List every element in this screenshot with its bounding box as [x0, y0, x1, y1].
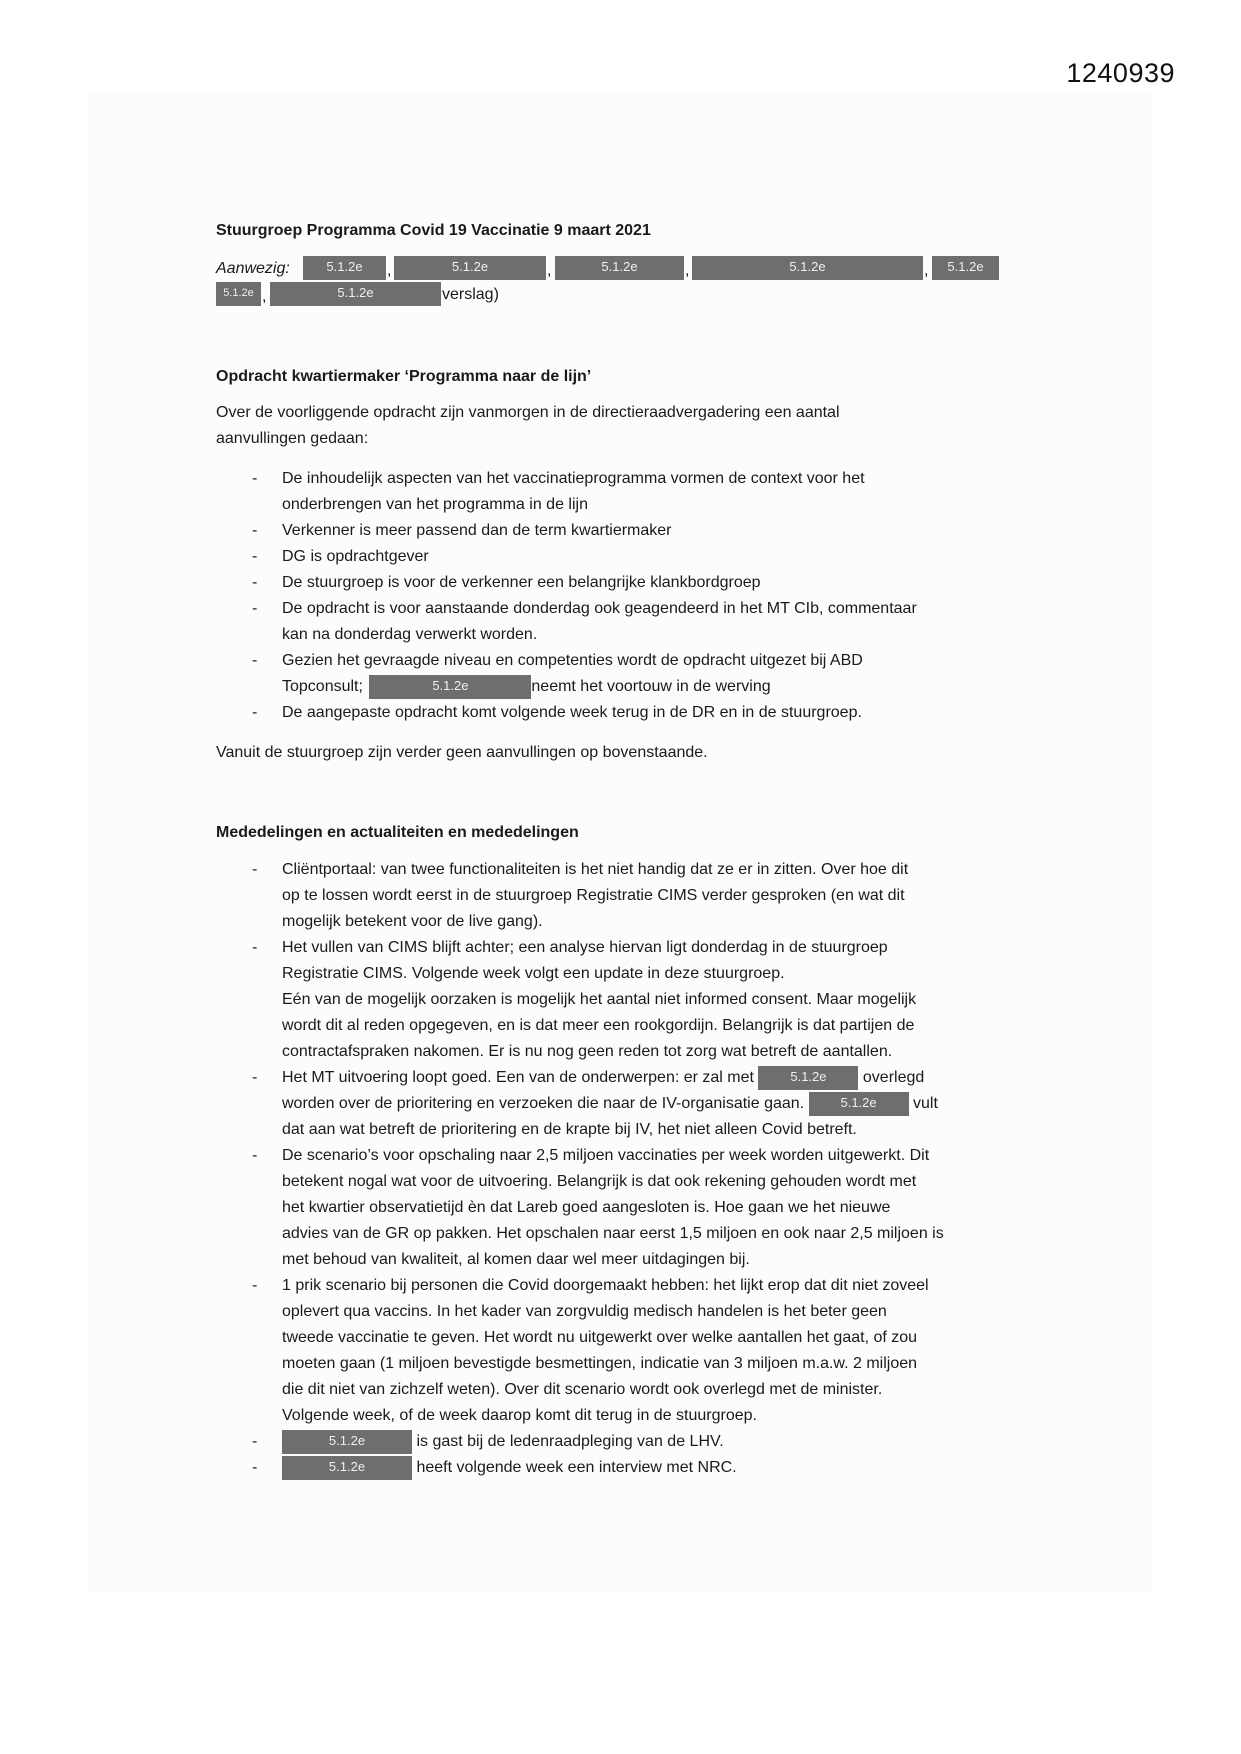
- list-item: [216, 1143, 1016, 1273]
- dash-bullet: -: [252, 652, 258, 669]
- list-item: [216, 518, 1016, 544]
- list-item-text: Gezien het gevraagde niveau en competenties wordt de opdracht uitgezet bij ABD: [282, 652, 863, 669]
- dash-bullet: -: [252, 1433, 258, 1450]
- list-item: [216, 935, 1016, 1065]
- list-item: [216, 648, 1016, 700]
- document-title: Stuurgroep Programma Covid 19 Vaccinatie 9 maart 2021: [216, 222, 651, 239]
- dash-bullet: -: [252, 522, 258, 539]
- list-item: [216, 700, 1016, 726]
- list-item-text: het kwartier observatietijd èn dat Lareb goed aangesloten is. Hoe gaan we het nieuwe: [282, 1199, 891, 1216]
- list-item-text: [282, 1091, 1016, 1117]
- dash-bullet: -: [252, 470, 258, 487]
- attendance-suffix: verslag): [442, 286, 499, 303]
- list-item-text: Cliëntportaal: van twee functionaliteiten is het niet handig dat ze er in zitten. Over hoe dit: [282, 861, 909, 878]
- list-item-text: kan na donderdag verwerkt worden.: [282, 626, 538, 643]
- list-item-text: moeten gaan (1 miljoen bevestigde besmettingen, indicatie van 3 miljoen m.a.w. 2 miljoen: [282, 1355, 918, 1372]
- redaction-box: 5.1.2e: [692, 256, 923, 280]
- list-item-text: Eén van de mogelijk oorzaken is mogelijk het aantal niet informed consent. Maar mogelijk: [282, 991, 917, 1008]
- list-item: [216, 544, 1016, 570]
- redaction-box: 5.1.2e: [282, 1456, 412, 1480]
- redaction-box: 5.1.2e: [758, 1066, 858, 1090]
- list-item: [216, 1273, 1016, 1429]
- text-fragment: overlegd: [862, 1069, 925, 1086]
- redaction-box: 5.1.2e: [216, 282, 261, 306]
- list-item-text: dat aan wat betreft de prioritering en de krapte bij IV, het niet alleen Covid betreft.: [282, 1121, 857, 1138]
- list-item-text: DG is opdrachtgever: [282, 548, 429, 565]
- separator: ,: [924, 262, 929, 279]
- section-intro: [216, 400, 1036, 452]
- list-item-text: op te lossen wordt eerst in de stuurgroep Registratie CIMS verder gesproken (en wat dit: [282, 887, 905, 904]
- list-item-text: Volgende week, of de week daarop komt dit terug in de stuurgroep.: [282, 1407, 757, 1424]
- list-item: [216, 1455, 1016, 1481]
- dash-bullet: -: [252, 600, 258, 617]
- intro-line: Over de voorliggende opdracht zijn vanmorgen in de directieraadvergadering een aantal: [216, 404, 840, 421]
- attendance-line-2: [216, 282, 1036, 308]
- redaction-box: 5.1.2e: [394, 256, 546, 280]
- list-item-text: advies van de GR op pakken. Het opschalen naar eerst 1,5 miljoen en ook naar 2,5 miljoen is: [282, 1225, 944, 1242]
- section-heading-opdracht: Opdracht kwartiermaker ‘Programma naar de lijn’: [216, 368, 592, 385]
- list-item-text: De stuurgroep is voor de verkenner een belangrijke klankbordgroep: [282, 574, 761, 591]
- redaction-box: 5.1.2e: [303, 256, 386, 280]
- list-item-text: oplevert qua vaccins. In het kader van zorgvuldig medisch handelen is het beter geen: [282, 1303, 887, 1320]
- list-item-text: mogelijk betekent voor de live gang).: [282, 913, 543, 930]
- redaction-box: 5.1.2e: [555, 256, 684, 280]
- text-fragment: heeft volgende week een interview met NRC.: [416, 1459, 737, 1476]
- list-item-text: betekent nogal wat voor de uitvoering. Belangrijk is dat ook rekening gehouden wordt met: [282, 1173, 917, 1190]
- dash-bullet: -: [252, 1069, 258, 1086]
- list-item-text: De inhoudelijk aspecten van het vaccinatieprogramma vormen de context voor het: [282, 470, 865, 487]
- mededelingen-bullet-list: [216, 857, 1016, 1481]
- list-item-text: Het vullen van CIMS blijft achter; een analyse hiervan ligt donderdag in de stuurgroep: [282, 939, 888, 956]
- section-heading-mededelingen: Mededelingen en actualiteiten en mededelingen: [216, 824, 579, 841]
- separator: ,: [685, 262, 690, 279]
- dash-bullet: -: [252, 574, 258, 591]
- list-item-text: onderbrengen van het programma in de lijn: [282, 496, 588, 513]
- redaction-box: 5.1.2e: [282, 1430, 412, 1454]
- text-fragment: Topconsult;: [282, 678, 363, 695]
- list-item-text: De aangepaste opdracht komt volgende week terug in de DR en in de stuurgroep.: [282, 704, 862, 721]
- list-item-text: met behoud van kwaliteit, al komen daar wel meer uitdagingen bij.: [282, 1251, 750, 1268]
- dash-bullet: -: [252, 704, 258, 721]
- dash-bullet: -: [252, 1459, 258, 1476]
- document-number: 1240939: [1066, 58, 1175, 88]
- list-item: [216, 857, 1016, 935]
- dash-bullet: -: [252, 1147, 258, 1164]
- redaction-box: 5.1.2e: [932, 256, 999, 280]
- dash-bullet: -: [252, 861, 258, 878]
- list-item-text: 1 prik scenario bij personen die Covid doorgemaakt hebben: het lijkt erop dat dit niet zoveel: [282, 1277, 929, 1294]
- intro-line: aanvullingen gedaan:: [216, 430, 369, 447]
- redaction-box: 5.1.2e: [809, 1092, 909, 1116]
- list-item-text: Verkenner is meer passend dan de term kwartiermaker: [282, 522, 672, 539]
- list-item-text: [282, 1429, 1016, 1455]
- list-item-text: contractafspraken nakomen. Er is nu nog geen reden tot zorg wat betreft de aantallen.: [282, 1043, 893, 1060]
- section-closing: Vanuit de stuurgroep zijn verder geen aanvullingen op bovenstaande.: [216, 744, 708, 761]
- list-item-text: De opdracht is voor aanstaande donderdag ook geagendeerd in het MT CIb, commentaar: [282, 600, 917, 617]
- redaction-box: 5.1.2e: [270, 282, 441, 306]
- list-item-text: De scenario’s voor opschaling naar 2,5 miljoen vaccinaties per week worden uitgewerkt. Dit: [282, 1147, 930, 1164]
- text-fragment: Het MT uitvoering loopt goed. Een van de onderwerpen: er zal met: [282, 1069, 754, 1086]
- list-item-text: tweede vaccinatie te geven. Het wordt nu uitgewerkt over welke aantallen het gaat, of zou: [282, 1329, 918, 1346]
- list-item: [216, 1065, 1016, 1143]
- attendance-line-1: [216, 256, 1036, 282]
- list-item: [216, 466, 1016, 518]
- dash-bullet: -: [252, 548, 258, 565]
- redaction-box: 5.1.2e: [369, 675, 531, 699]
- text-fragment: neemt het voortouw in de werving: [531, 678, 771, 695]
- dash-bullet: -: [252, 939, 258, 956]
- separator: ,: [547, 262, 552, 279]
- list-item-text: [282, 1065, 1016, 1091]
- list-item-text: Registratie CIMS. Volgende week volgt een update in deze stuurgroep.: [282, 965, 785, 982]
- list-item-text: wordt dit al reden opgegeven, en is dat meer een rookgordijn. Belangrijk is dat partijen de: [282, 1017, 915, 1034]
- dash-bullet: -: [252, 1277, 258, 1294]
- list-item: [216, 570, 1016, 596]
- text-fragment: vult: [913, 1095, 938, 1112]
- list-item-text: die dit niet van zichzelf weten). Over dit scenario wordt ook overlegd met de minister.: [282, 1381, 883, 1398]
- list-item: [216, 596, 1016, 648]
- list-item-text: [282, 674, 1016, 700]
- opdracht-bullet-list: [216, 466, 1016, 726]
- list-item: [216, 1429, 1016, 1455]
- text-fragment: worden over de prioritering en verzoeken die naar de IV-organisatie gaan.: [282, 1095, 805, 1112]
- list-item-text: [282, 1455, 1016, 1481]
- separator: ,: [262, 288, 267, 305]
- text-fragment: is gast bij de ledenraadpleging van de LHV.: [416, 1433, 724, 1450]
- separator: ,: [387, 262, 392, 279]
- attendance-label: Aanwezig:: [216, 260, 290, 277]
